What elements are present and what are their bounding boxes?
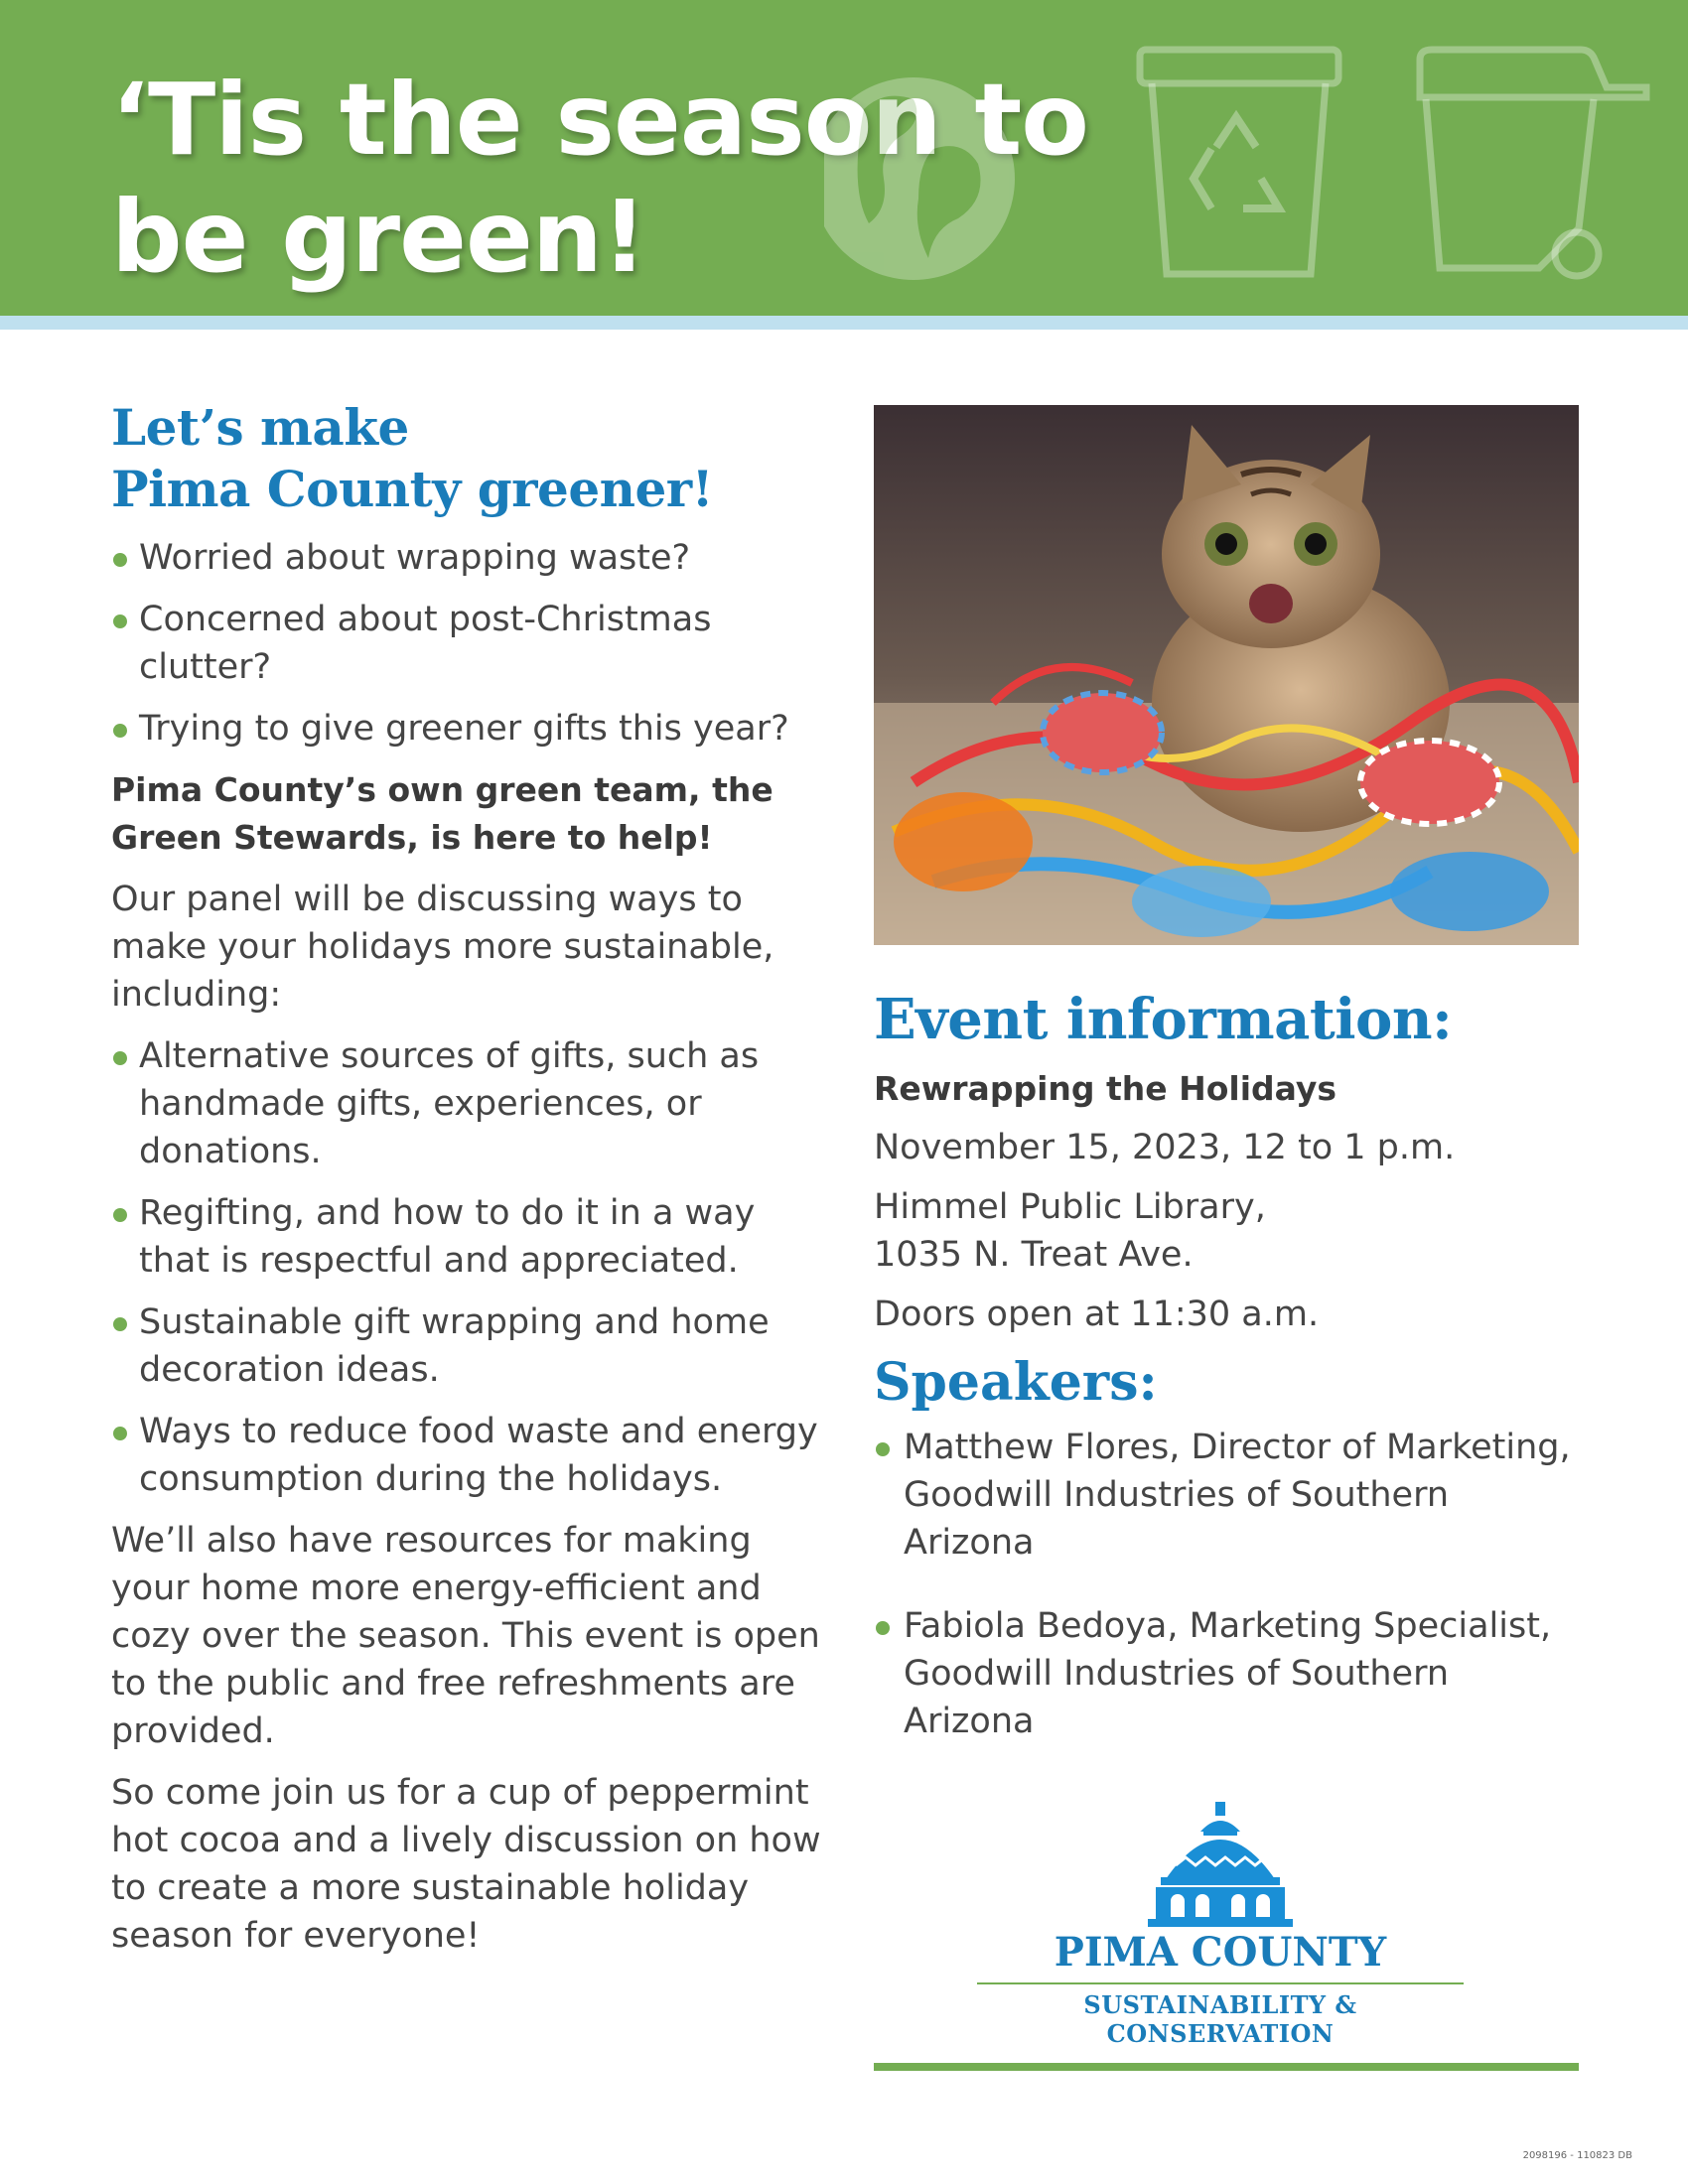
- event-location: Himmel Public Library, 1035 N. Treat Ave.: [874, 1187, 1266, 1275]
- event-heading: Event information:: [874, 987, 1453, 1052]
- intro-heading: Let’s make Pima County greener!: [111, 398, 714, 518]
- topic-list: [111, 1032, 826, 1503]
- globe-icon: [824, 77, 1015, 280]
- list-item: Trying to give greener gifts this year?: [111, 705, 826, 752]
- list-item: Fabiola Bedoya, Marketing Specialist, Goodwill Industries of Southern Arizona: [874, 1602, 1589, 1745]
- event-doors-open: Doors open at 11:30 a.m.: [874, 1295, 1320, 1334]
- resources-paragraph: We’ll also have resources for making your home more energy-efficient and cozy over the season. This event is open to the public and free refreshments are provided.: [111, 1521, 820, 1751]
- panel-intro: Our panel will be discussing ways to make your holidays more sustainable, including:: [111, 880, 774, 1015]
- header-banner: [0, 0, 1688, 316]
- intro-section: [111, 397, 826, 1974]
- question-list: [111, 534, 826, 752]
- bottom-divider: [874, 2063, 1579, 2071]
- banner-stripe: [0, 316, 1688, 330]
- closing-paragraph: So come join us for a cup of peppermint hot cocoa and a lively discussion on how to create a more sustainable holiday season for everyone!: [111, 1773, 821, 1956]
- document-code: 2098196 - 110823 DB: [1522, 2150, 1632, 2161]
- event-section: [874, 985, 1589, 1781]
- list-item: Sustainable gift wrapping and home decoration ideas.: [111, 1298, 826, 1394]
- list-item: Matthew Flores, Director of Marketing, Goodwill Industries of Southern Arizona: [874, 1424, 1589, 1567]
- kitten-photo: [874, 405, 1579, 945]
- event-title: Rewrapping the Holidays: [874, 1069, 1337, 1108]
- trash-cart-icon: [1420, 50, 1646, 276]
- banner-icons: [824, 30, 1658, 288]
- list-item: Worried about wrapping waste?: [111, 534, 826, 582]
- list-item: Regifting, and how to do it in a way that is respectful and appreciated.: [111, 1189, 826, 1285]
- recycling-bin-icon: [1140, 50, 1338, 274]
- page-title: ‘Tis the season to be green!: [111, 62, 1089, 295]
- courthouse-dome-icon: [977, 1802, 1464, 1931]
- logo-divider: [977, 1982, 1464, 1984]
- kitten-illustration: [874, 405, 1579, 945]
- event-date-time: November 15, 2023, 12 to 1 p.m.: [874, 1128, 1456, 1167]
- speaker-list: [874, 1424, 1589, 1745]
- list-item: Concerned about post-Christmas clutter?: [111, 596, 826, 691]
- list-item: Ways to reduce food waste and energy consumption during the holidays.: [111, 1408, 826, 1503]
- speakers-heading: Speakers:: [874, 1352, 1158, 1413]
- pima-county-logo: [977, 1802, 1464, 2048]
- list-item: Alternative sources of gifts, such as handmade gifts, experiences, or donations.: [111, 1032, 826, 1175]
- logo-name: PIMA COUNTY: [1054, 1929, 1387, 1976]
- logo-subtitle: SUSTAINABILITY & CONSERVATION: [1083, 1990, 1357, 2048]
- green-stewards-statement: Pima County’s own green team, the Green Stewards, is here to help!: [111, 770, 774, 857]
